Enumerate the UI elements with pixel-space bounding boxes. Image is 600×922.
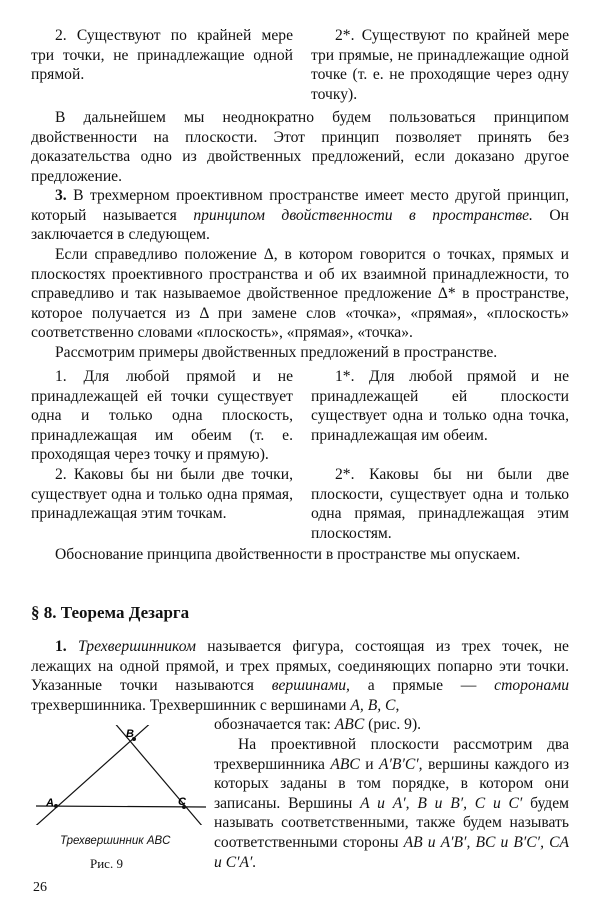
figure-caption: Трехвершинник ABC xyxy=(60,835,171,847)
def-term-trivertex: Трехвершинником xyxy=(78,638,196,655)
item-3-text-a: В трехмерном проективном пространстве имеет место другой принцип, который называется xyxy=(31,187,569,224)
item-3-text-b: Он заключается в следующем. xyxy=(31,206,569,244)
vertex-b-label: B xyxy=(126,728,134,740)
consider-tri2: A′B′C′, xyxy=(378,755,423,773)
consider-text-3: будем называть соответственными, также будем называть соответственными стороны xyxy=(214,794,570,851)
space-pair-1-right: 1*. Для любой прямой и не принадлежащей ей плоскости существует одна и только одна точка, принадлежащая им обеим. xyxy=(311,368,569,444)
figure-triangle xyxy=(26,725,206,825)
paragraph-definition-end xyxy=(214,715,569,735)
paragraph-examples: Рассмотрим примеры двойственных предложений в пространстве. xyxy=(55,344,498,361)
def-text-1: называется фигура, состоящая из трех точек, не лежащих на одной прямой, и трех прямых, соединяющих попарно эти точки. Указанные точки называются xyxy=(31,638,569,695)
paragraph-consider xyxy=(214,735,569,872)
vertex-c-label: C xyxy=(178,796,186,808)
consider-text-1: На проективной плоскости рассмотрим два трехвершинника xyxy=(214,736,569,773)
def-text-4: обозначается так: xyxy=(214,716,331,733)
consider-tri1: ABC xyxy=(330,755,360,773)
space-pair-2-left: 2. Каковы бы ни были две точки, существует одна и только одна прямая, принадлежащая этим точкам. xyxy=(31,466,293,523)
vertex-a-label: A xyxy=(46,797,54,809)
paragraph-definition xyxy=(31,637,569,715)
paragraph-duality-plane: В дальнейшем мы неоднократно будем пользоваться принципом двойственности на плоскости. Этот принцип позволяет принять без доказательства одно из двойственных предложений, если доказано другое предложение. xyxy=(31,109,569,185)
paragraph-item-3 xyxy=(31,186,569,245)
section-title: § 8. Теорема Дезарга xyxy=(31,603,190,622)
def-text-2: а прямые — xyxy=(367,677,477,695)
page-number: 26 xyxy=(33,880,47,895)
consider-pairs: A и A′, B и B′, C и C′ xyxy=(360,794,523,812)
consider-text-2: вершины каждого из которых заданы в том порядке, в котором они записаны. Вершины xyxy=(214,755,570,812)
def-text-5: (рис. 9). xyxy=(368,716,422,733)
def-term-sides: сторонами xyxy=(494,677,570,695)
def-abc: ABC xyxy=(334,716,365,733)
paragraph-omit: Обоснование принципа двойственности в пространстве мы опускаем. xyxy=(55,546,521,563)
def-number: 1. xyxy=(55,638,67,655)
space-pair-1-left: 1. Для любой прямой и не принадлежащей ей точки существует одна и только одна плоскость, принадлежащая им обеим (т. е. проходящая через точку и прямую). xyxy=(31,368,293,464)
def-term-vertices: вершинами, xyxy=(271,677,350,695)
figure-number: Рис. 9 xyxy=(90,856,123,871)
consider-and: и xyxy=(365,755,374,773)
def-comma: , xyxy=(395,696,400,714)
side-bc-line xyxy=(113,725,203,825)
top-pair-left: 2. Существуют по крайней мере три точки, не принадлежащие одной прямой. xyxy=(31,27,293,84)
paragraph-if-delta: Если справедливо положение Δ, в котором говорится о точках, прямых и плоскостях проективного пространства и об их взаимной принадлежности, то справедливо и так называемое двойственное предложение Δ* в пространстве, которое получается из Δ при замене слов «точка», «прямая», «плоскость» соответственно словами «плоскость», «прямая», «точка». xyxy=(31,246,569,342)
def-vertices: A, B, C xyxy=(350,696,396,714)
item-3-term: принципом двойственности в пространстве. xyxy=(193,206,533,224)
vertex-a-dot xyxy=(54,804,58,808)
consider-sides: AB и A′B′, BC и B′C′, CA и C′A′. xyxy=(214,833,569,871)
top-pair-right: 2*. Существуют по крайней мере три прямые, не принадлежащие одной точке (т. е. не проходящие через одну точку). xyxy=(311,27,569,103)
def-text-3: трехвершинника. Трехвершинник с вершинами xyxy=(31,696,347,714)
item-3-number: 3. xyxy=(55,187,67,204)
space-pair-2-right: 2*. Каковы бы ни были две плоскости, существует одна и только одна прямая, принадлежащая этим плоскостям. xyxy=(311,466,569,542)
